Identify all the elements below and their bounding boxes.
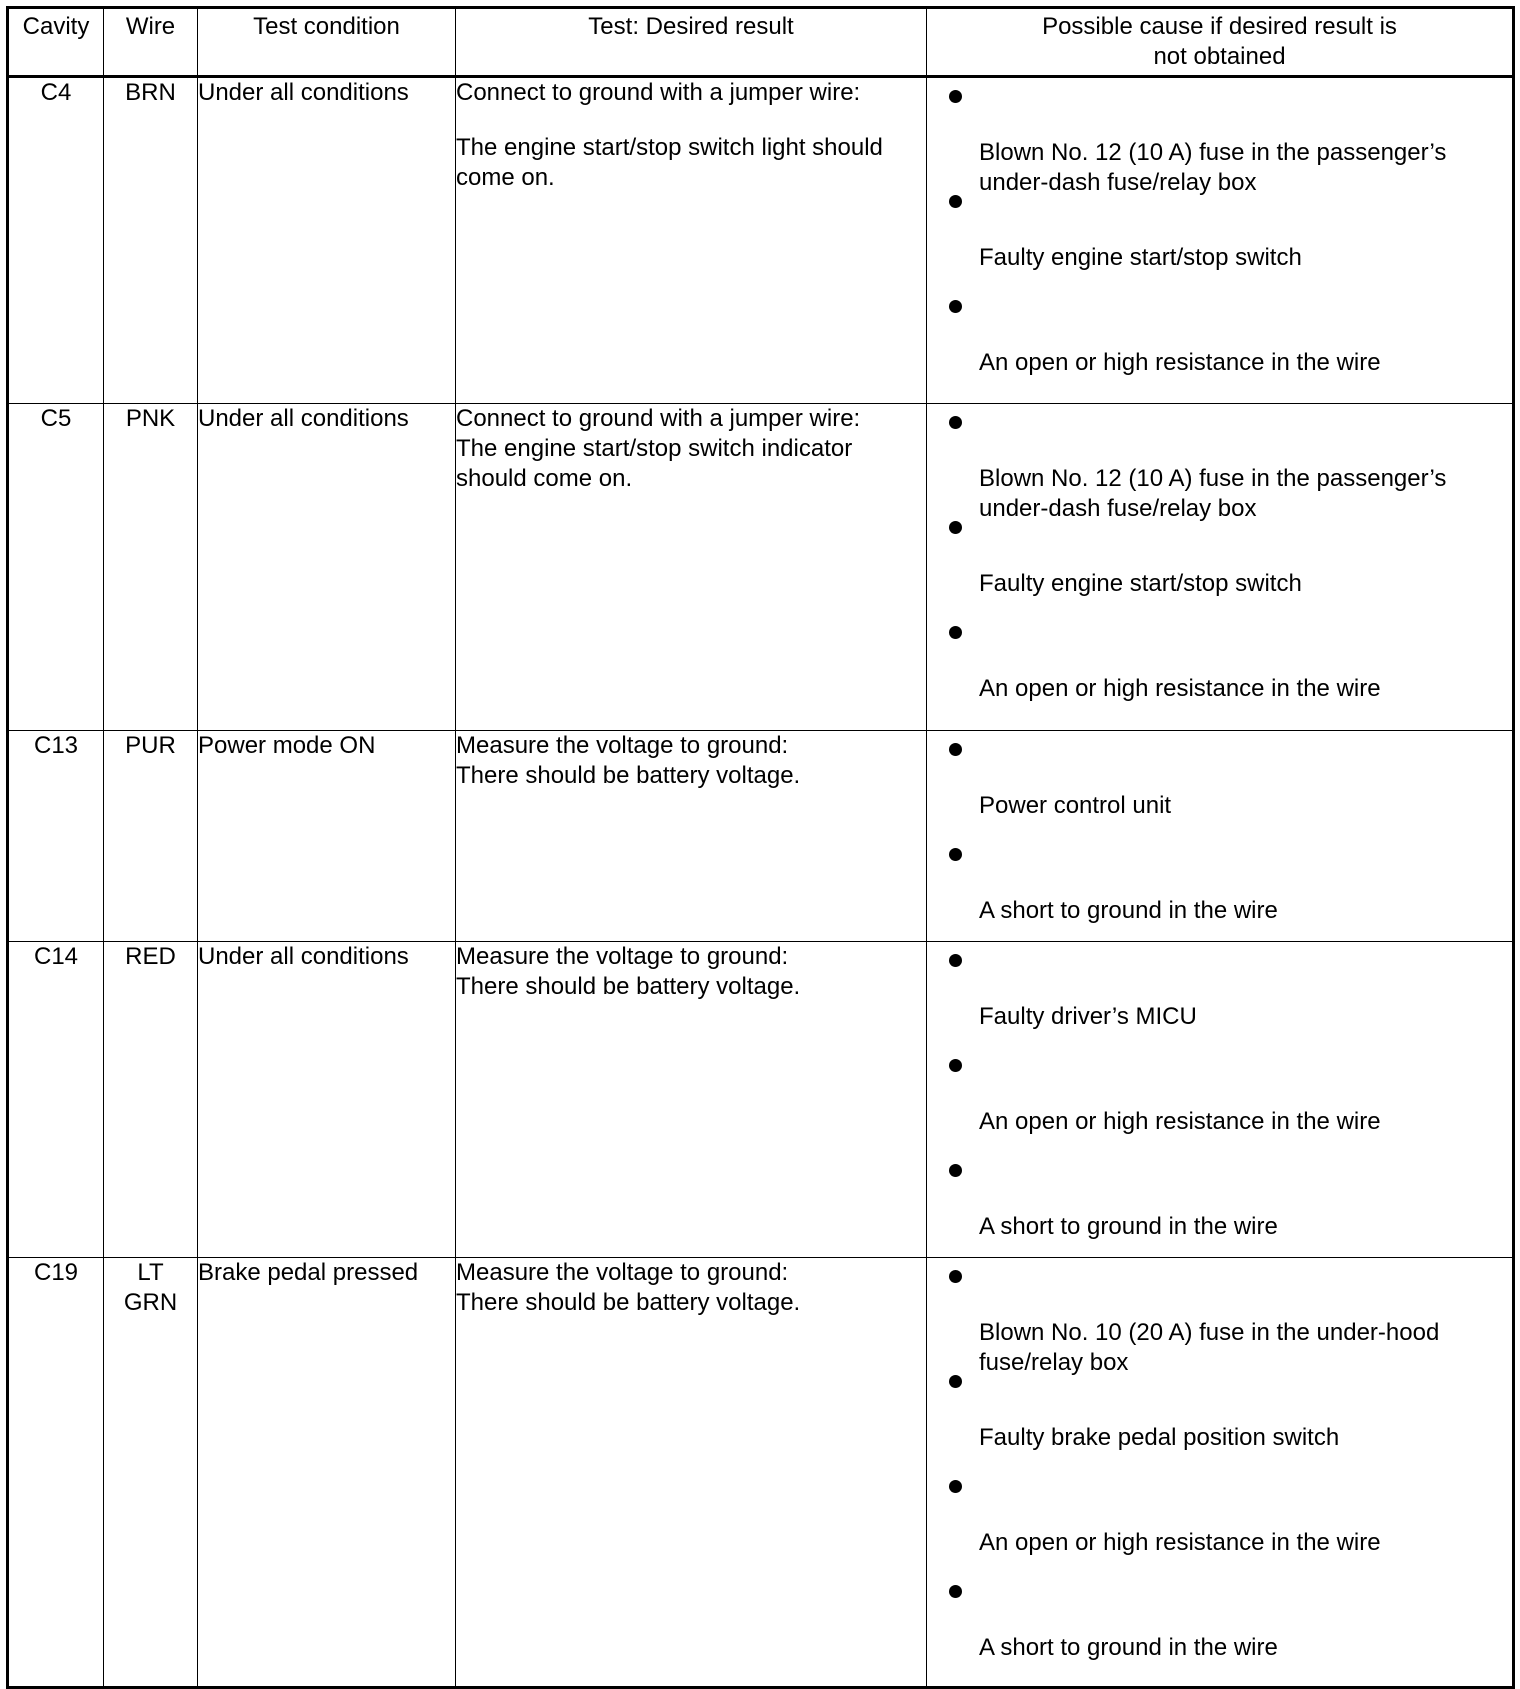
possible-cause-cell	[927, 77, 1514, 404]
cause-text: A short to ground in the wire	[979, 897, 1278, 924]
test-condition-cell: Brake pedal pressed	[198, 1258, 456, 1688]
test-instruction: Measure the voltage to ground:	[456, 943, 789, 970]
bullet-icon	[949, 90, 962, 103]
table-row	[8, 942, 1514, 1258]
cavity-cell: C19	[8, 1258, 104, 1688]
list-item	[927, 1258, 1512, 1376]
test-instruction: Connect to ground with a jumper wire:	[456, 79, 861, 106]
cause-text: An open or high resistance in the wire	[979, 675, 1381, 702]
bullet-icon	[949, 626, 962, 639]
table-row	[8, 1258, 1514, 1688]
list-item	[927, 404, 1512, 522]
cause-list	[927, 942, 1512, 1257]
header-desired-result: Test: Desired result	[456, 8, 927, 77]
test-condition-cell: Under all conditions	[198, 404, 456, 731]
desired-result-cell	[456, 77, 927, 404]
cause-text: Power control unit	[979, 792, 1172, 819]
test-condition-cell: Under all conditions	[198, 942, 456, 1258]
cause-text: Blown No. 10 (20 A) fuse in the under-hood fuse/relay box	[979, 1319, 1440, 1376]
header-cavity: Cavity	[8, 8, 104, 77]
header-test-condition: Test condition	[198, 8, 456, 77]
cavity-cell: C14	[8, 942, 104, 1258]
bullet-icon	[949, 195, 962, 208]
bullet-icon	[949, 1164, 962, 1177]
possible-cause-cell	[927, 942, 1514, 1258]
wire-color: RED	[125, 943, 176, 970]
bullet-icon	[949, 1585, 962, 1598]
cause-list	[927, 1258, 1512, 1678]
list-item	[927, 1363, 1512, 1468]
list-item	[927, 836, 1512, 941]
wire-cell	[104, 942, 198, 1258]
list-item	[927, 1152, 1512, 1257]
list-item	[927, 183, 1512, 288]
cause-text: Faulty engine start/stop switch	[979, 570, 1302, 597]
list-item	[927, 942, 1512, 1047]
connector-test-table	[6, 6, 1515, 1689]
header-possible-cause	[927, 8, 1514, 77]
bullet-icon	[949, 1059, 962, 1072]
cause-text: A short to ground in the wire	[979, 1213, 1278, 1240]
wire-cell	[104, 77, 198, 404]
header-wire: Wire	[104, 8, 198, 77]
list-item	[927, 509, 1512, 614]
bullet-icon	[949, 521, 962, 534]
possible-cause-cell	[927, 1258, 1514, 1688]
wire-color: PUR	[125, 732, 176, 759]
cause-list	[927, 404, 1512, 719]
cause-text: Blown No. 12 (10 A) fuse in the passenger’s under-dash fuse/relay box	[979, 465, 1447, 522]
list-item	[927, 731, 1512, 836]
cause-text: Faulty brake pedal position switch	[979, 1424, 1340, 1451]
possible-cause-cell	[927, 404, 1514, 731]
cause-text: An open or high resistance in the wire	[979, 349, 1381, 376]
test-instruction: Measure the voltage to ground:	[456, 1259, 789, 1286]
desired-result-cell	[456, 942, 927, 1258]
list-item	[927, 1047, 1512, 1152]
cause-list	[927, 78, 1512, 393]
table-row	[8, 77, 1514, 404]
desired-result: There should be battery voltage.	[456, 1289, 801, 1316]
wire-color: LT	[137, 1259, 164, 1286]
bullet-icon	[949, 1270, 962, 1283]
bullet-icon	[949, 416, 962, 429]
table-header-row	[8, 8, 1514, 77]
wire-color-line2: GRN	[123, 1289, 178, 1316]
cause-list	[927, 731, 1512, 941]
bullet-icon	[949, 848, 962, 861]
cavity-cell: C4	[8, 77, 104, 404]
cause-text: Faulty driver’s MICU	[979, 1003, 1197, 1030]
table-body	[8, 77, 1514, 1688]
bullet-icon	[949, 743, 962, 756]
table-row	[8, 404, 1514, 731]
list-item	[927, 1468, 1512, 1573]
desired-result-cell	[456, 404, 927, 731]
desired-result-cell	[456, 1258, 927, 1688]
wire-cell	[104, 731, 198, 942]
list-item	[927, 288, 1512, 393]
test-condition-cell: Power mode ON	[198, 731, 456, 942]
cause-text: An open or high resistance in the wire	[979, 1108, 1381, 1135]
bullet-icon	[949, 300, 962, 313]
desired-result: The engine start/stop switch indicator should come on.	[456, 435, 853, 492]
bullet-icon	[949, 1480, 962, 1493]
bullet-icon	[949, 1375, 962, 1388]
desired-result: There should be battery voltage.	[456, 973, 801, 1000]
cause-text: Faulty engine start/stop switch	[979, 244, 1302, 271]
wire-cell	[104, 404, 198, 731]
wire-cell	[104, 1258, 198, 1688]
wire-color: PNK	[125, 405, 176, 432]
desired-result: There should be battery voltage.	[456, 762, 801, 789]
desired-result-cell	[456, 731, 927, 942]
header-possible-cause-line2: not obtained	[1153, 43, 1286, 70]
document-page	[6, 6, 1512, 1689]
list-item	[927, 78, 1512, 196]
test-instruction: Connect to ground with a jumper wire:	[456, 405, 861, 432]
table-row	[8, 731, 1514, 942]
wire-color: BRN	[125, 79, 176, 106]
possible-cause-cell	[927, 731, 1514, 942]
bullet-icon	[949, 954, 962, 967]
cause-text: Blown No. 12 (10 A) fuse in the passenger’s under-dash fuse/relay box	[979, 139, 1447, 196]
cavity-cell: C13	[8, 731, 104, 942]
list-item	[927, 614, 1512, 719]
cause-text: A short to ground in the wire	[979, 1634, 1278, 1661]
desired-result: The engine start/stop switch light should come on.	[456, 134, 883, 191]
header-possible-cause-line1: Possible cause if desired result is	[1042, 13, 1397, 40]
cavity-cell: C5	[8, 404, 104, 731]
list-item	[927, 1573, 1512, 1678]
test-instruction: Measure the voltage to ground:	[456, 732, 789, 759]
test-condition-cell: Under all conditions	[198, 77, 456, 404]
cause-text: An open or high resistance in the wire	[979, 1529, 1381, 1556]
